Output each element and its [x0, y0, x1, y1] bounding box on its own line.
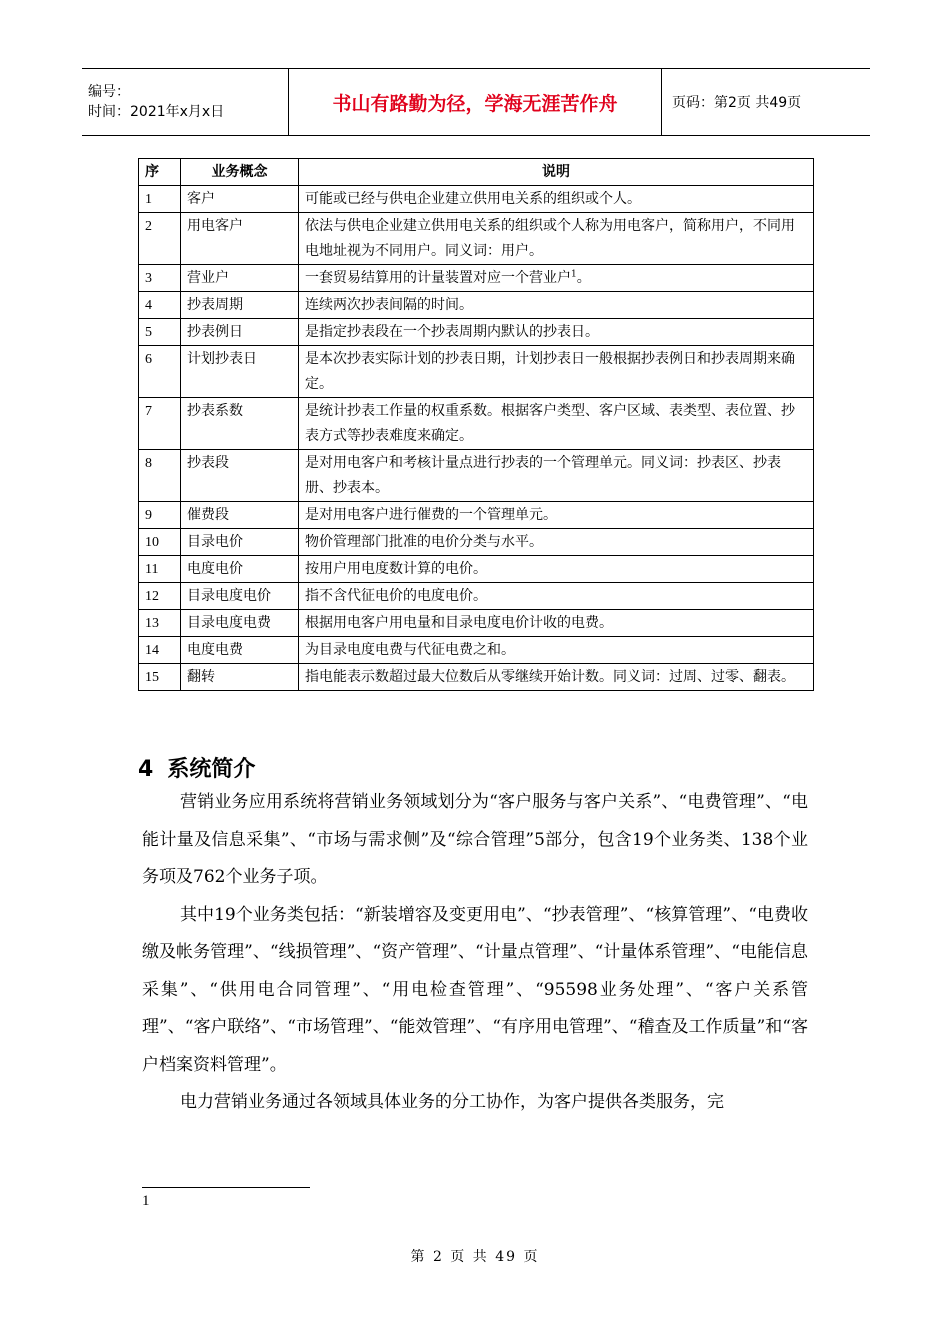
row-number: 14: [139, 637, 181, 664]
row-description: [299, 398, 814, 450]
row-description: [299, 292, 814, 319]
row-concept: 电度电费: [181, 637, 299, 664]
column-header-description: 说明: [299, 159, 814, 186]
table-header-row: [139, 159, 814, 186]
row-description-text: 按用户用电度数计算的电价。: [305, 561, 487, 577]
column-header-seq: 序: [139, 159, 181, 186]
document-time-label: 时间：2021年x月x日: [88, 104, 225, 120]
paragraph: 其中19个业务类包括：“新装增容及变更用电”、“抄表管理”、“核算管理”、“电费收缴及帐务管理”、“线损管理”、“资产管理”、“计量点管理”、“计量体系管理”、“电能信息采集”、“供用电合同管理”、“用电检查管理”、“95598业务处理”、“客户关系管理”、“客户联络”、“市场管理”、“能效管理”、“有序用电管理”、“稽查及工作质量”和“客户档案资料管理”。: [142, 904, 808, 1075]
row-concept: 翻转: [181, 664, 299, 691]
table-row: [139, 346, 814, 398]
row-concept: 营业户: [181, 265, 299, 292]
footnote-reference: 1: [571, 269, 577, 280]
row-concept: 客户: [181, 186, 299, 213]
row-description-text: 可能或已经与供电企业建立供用电关系的组织或个人。: [305, 191, 641, 207]
row-number: 6: [139, 346, 181, 398]
header-meta: [82, 69, 289, 136]
row-description: [299, 450, 814, 502]
table-row: [139, 610, 814, 637]
row-concept: 目录电度电费: [181, 610, 299, 637]
section-heading: [138, 752, 255, 783]
section-number: 4: [138, 757, 154, 782]
table-row: [139, 213, 814, 265]
row-number: 11: [139, 556, 181, 583]
row-number: 13: [139, 610, 181, 637]
row-number: 9: [139, 502, 181, 529]
row-description-text: 依法与供电企业建立供用电关系的组织或个人称为用电客户，简称用户，不同用电地址视为不同用户。同义词：用户。: [305, 218, 795, 259]
header-page-info: 页码：第2页 共49页: [662, 69, 871, 136]
row-concept: 抄表周期: [181, 292, 299, 319]
row-number: 15: [139, 664, 181, 691]
row-number: 8: [139, 450, 181, 502]
row-description: [299, 265, 814, 292]
column-header-concept: 业务概念: [181, 159, 299, 186]
row-description: [299, 502, 814, 529]
business-concept-table: [138, 158, 814, 691]
table-row: [139, 556, 814, 583]
table-row: [139, 265, 814, 292]
row-description-text: 指电能表示数超过最大位数后从零继续开始计数。同义词：过周、过零、翻表。: [305, 669, 795, 685]
row-description: [299, 346, 814, 398]
row-concept: 催费段: [181, 502, 299, 529]
row-description-text: 为目录电度电费与代征电费之和。: [305, 642, 515, 658]
row-description: [299, 664, 814, 691]
row-description-text: 连续两次抄表间隔的时间。: [305, 297, 473, 313]
row-description-text: 是指定抄表段在一个抄表周期内默认的抄表日。: [305, 324, 599, 340]
header-motto: 书山有路勤为径，学海无涯苦作舟: [289, 69, 662, 136]
row-number: 4: [139, 292, 181, 319]
footnote-separator: [142, 1187, 310, 1188]
row-description: [299, 583, 814, 610]
row-description-text: 根据用电客户用电量和目录电度电价计收的电费。: [305, 615, 613, 631]
table-row: [139, 319, 814, 346]
row-description-text: 是对用电客户和考核计量点进行抄表的一个管理单元。同义词：抄表区、抄表册、抄表本。: [305, 455, 781, 496]
row-description: [299, 556, 814, 583]
paragraph: 营销业务应用系统将营销业务领域划分为“客户服务与客户关系”、“电费管理”、“电能计量及信息采集”、“市场与需求侧”及“综合管理”5部分，包含19个业务类、138个业务项及762个业务子项。: [142, 792, 808, 887]
row-description-text: 物价管理部门批准的电价分类与水平。: [305, 534, 543, 550]
row-number: 3: [139, 265, 181, 292]
page-footer: 第 2 页 共 49 页: [410, 1249, 540, 1265]
row-concept: 电度电价: [181, 556, 299, 583]
row-concept: 目录电度电价: [181, 583, 299, 610]
row-concept: 用电客户: [181, 213, 299, 265]
table-row: [139, 583, 814, 610]
row-concept: 计划抄表日: [181, 346, 299, 398]
row-description: [299, 637, 814, 664]
table-row: [139, 398, 814, 450]
row-description: [299, 610, 814, 637]
row-description-text: 是对用电客户进行催费的一个管理单元。: [305, 507, 557, 523]
row-number: 12: [139, 583, 181, 610]
table-body: [139, 186, 814, 691]
row-description: [299, 213, 814, 265]
row-concept: 抄表段: [181, 450, 299, 502]
row-number: 2: [139, 213, 181, 265]
row-number: 1: [139, 186, 181, 213]
row-number: 10: [139, 529, 181, 556]
row-concept: 目录电价: [181, 529, 299, 556]
section-title: 系统简介: [167, 757, 256, 782]
table-row: [139, 502, 814, 529]
row-description-text: 指不含代征电价的电度电价。: [305, 588, 487, 604]
row-description: [299, 186, 814, 213]
section-body: [142, 784, 808, 1122]
row-concept: 抄表系数: [181, 398, 299, 450]
row-description-text: 一套贸易结算用的计量装置对应一个营业户: [305, 270, 571, 286]
row-description: [299, 529, 814, 556]
row-number: 5: [139, 319, 181, 346]
table-row: [139, 637, 814, 664]
row-description-text: 是统计抄表工作量的权重系数。根据客户类型、客户区域、表类型、表位置、抄表方式等抄表难度来确定。: [305, 403, 795, 444]
row-description: [299, 319, 814, 346]
table-row: [139, 292, 814, 319]
table-row: [139, 450, 814, 502]
row-number: 7: [139, 398, 181, 450]
row-concept: 抄表例日: [181, 319, 299, 346]
table-row: [139, 664, 814, 691]
row-description-suffix: 。: [576, 270, 591, 286]
table-row: [139, 186, 814, 213]
document-number-label: 编号：: [88, 84, 130, 100]
page-header: [82, 68, 870, 136]
footnote-mark: 1: [142, 1193, 150, 1209]
table-row: [139, 529, 814, 556]
paragraph: 电力营销业务通过各领域具体业务的分工协作，为客户提供各类服务，完: [180, 1092, 724, 1112]
row-description-text: 是本次抄表实际计划的抄表日期，计划抄表日一般根据抄表例日和抄表周期来确定。: [305, 351, 795, 392]
